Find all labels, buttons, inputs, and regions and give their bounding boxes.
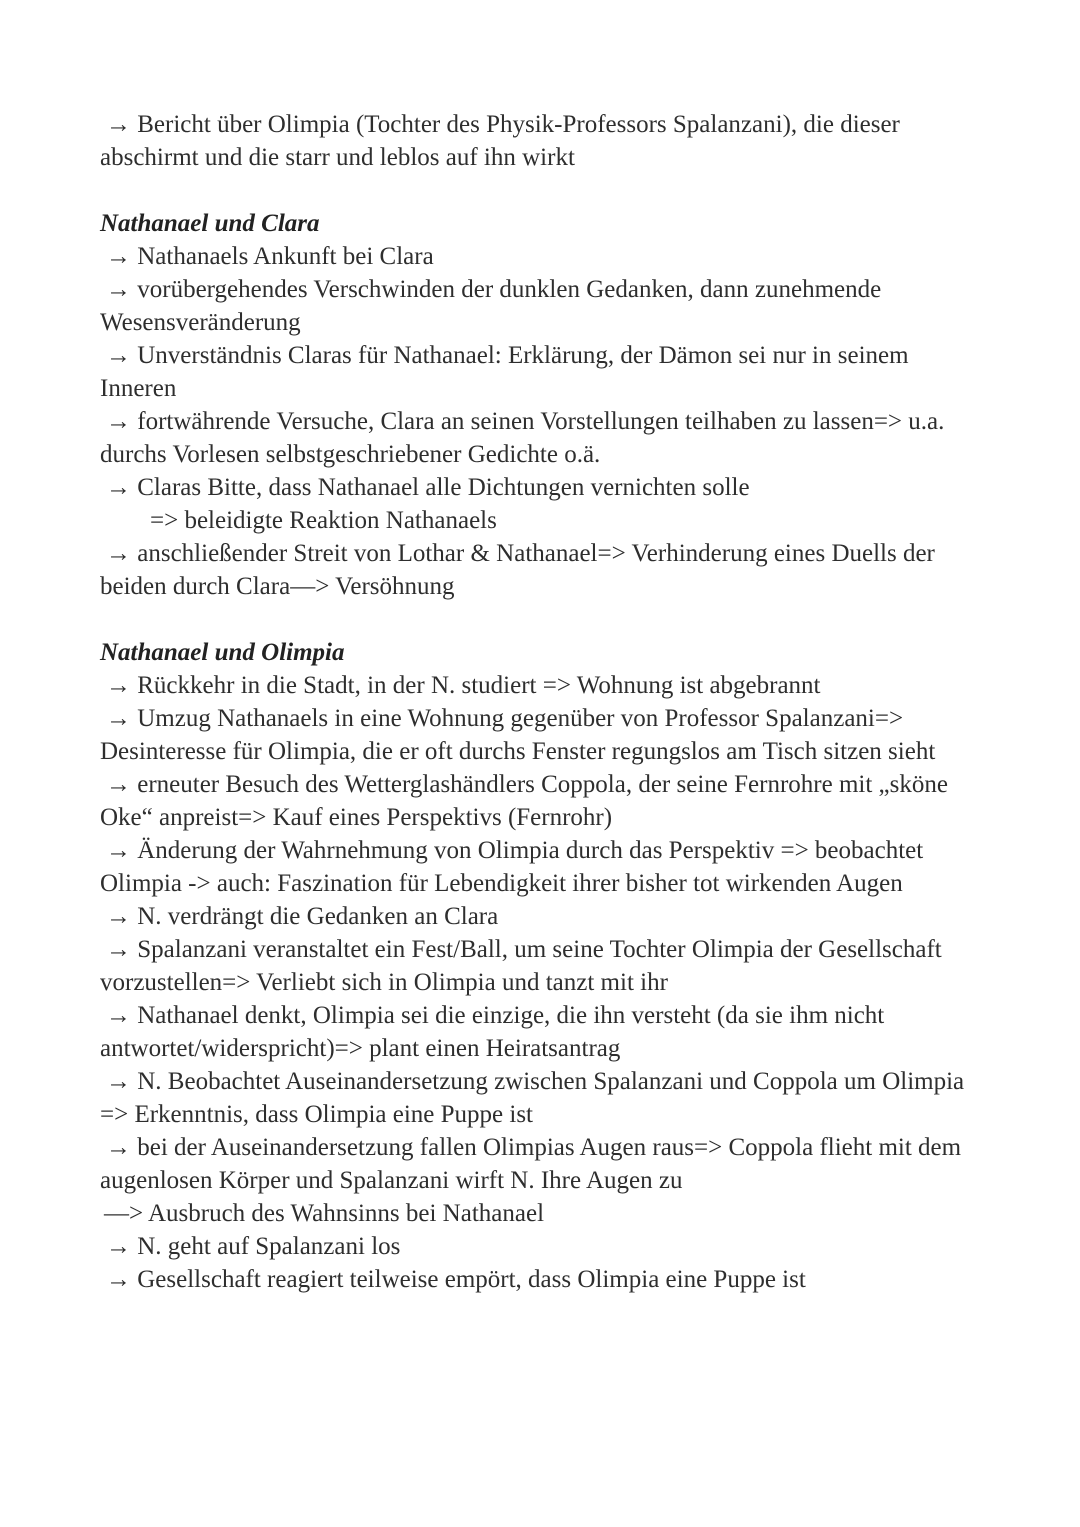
- note-line: → bei der Auseinandersetzung fallen Olimpias Augen raus=> Coppola flieht mit dem augenlosen Körper und Spalanzani wirft N. Ihre Augen zu: [100, 1134, 962, 1194]
- note-line: → N. geht auf Spalanzani los: [106, 1233, 401, 1260]
- note-line: → N. verdrängt die Gedanken an Clara: [106, 903, 499, 930]
- note-line: → Nathanael denkt, Olimpia sei die einzige, die ihn versteht (da sie ihm nicht antwortet/widerspricht)=> plant einen Heiratsantrag: [100, 1002, 885, 1062]
- section-heading: Nathanael und Olimpia: [100, 639, 345, 666]
- note-line: → vorübergehendes Verschwinden der dunklen Gedanken, dann zunehmende Wesensveränderung: [100, 276, 882, 336]
- note-continuation-line: —> Ausbruch des Wahnsinns bei Nathanael: [104, 1200, 545, 1227]
- note-line: → fortwährende Versuche, Clara an seinen Vorstellungen teilhaben zu lassen=> u.a. durchs Vorlesen selbstgeschriebener Gedichte o.ä.: [100, 408, 945, 468]
- note-line: → erneuter Besuch des Wetterglashändlers Coppola, der seine Fernrohre mit „sköne Oke“ anpreist=> Kauf eines Perspektivs (Fernrohr): [100, 771, 948, 831]
- note-line: → Unverständnis Claras für Nathanael: Erklärung, der Dämon sei nur in seinem Inneren: [100, 342, 909, 402]
- note-line: → Claras Bitte, dass Nathanael alle Dichtungen vernichten solle: [106, 474, 750, 501]
- note-line: → Umzug Nathanaels in eine Wohnung gegenüber von Professor Spalanzani=> Desinteresse für Olimpia, die er oft durchs Fenster regungslos am Tisch sitzen sieht: [100, 705, 936, 765]
- note-subline: => beleidigte Reaktion Nathanaels: [150, 507, 497, 534]
- note-line: → anschließender Streit von Lothar & Nathanael=> Verhinderung eines Duells der beiden durch Clara—> Versöhnung: [100, 540, 935, 600]
- note-line: → Spalanzani veranstaltet ein Fest/Ball, um seine Tochter Olimpia der Gesellschaft vorzustellen=> Verliebt sich in Olimpia und tanzt mit ihr: [100, 936, 942, 996]
- note-line: → Gesellschaft reagiert teilweise empört, dass Olimpia eine Puppe ist: [106, 1266, 806, 1293]
- note-line: → N. Beobachtet Auseinandersetzung zwischen Spalanzani und Coppola um Olimpia => Erkenntnis, dass Olimpia eine Puppe ist: [100, 1068, 965, 1128]
- intro-paragraph: → Bericht über Olimpia (Tochter des Physik-Professors Spalanzani), die dieser abschirmt und die starr und leblos auf ihn wirkt: [100, 111, 900, 171]
- note-line: → Nathanaels Ankunft bei Clara: [106, 243, 434, 270]
- section-heading: Nathanael und Clara: [100, 210, 320, 237]
- note-line: → Änderung der Wahrnehmung von Olimpia durch das Perspektiv => beobachtet Olimpia -> auch: Faszination für Lebendigkeit ihrer bisher tot wirkenden Augen: [100, 837, 924, 897]
- section-nathanael-und-clara: [100, 207, 988, 603]
- note-line: → Rückkehr in die Stadt, in der N. studiert => Wohnung ist abgebrannt: [106, 672, 821, 699]
- section-nathanael-und-olimpia: [100, 636, 988, 1296]
